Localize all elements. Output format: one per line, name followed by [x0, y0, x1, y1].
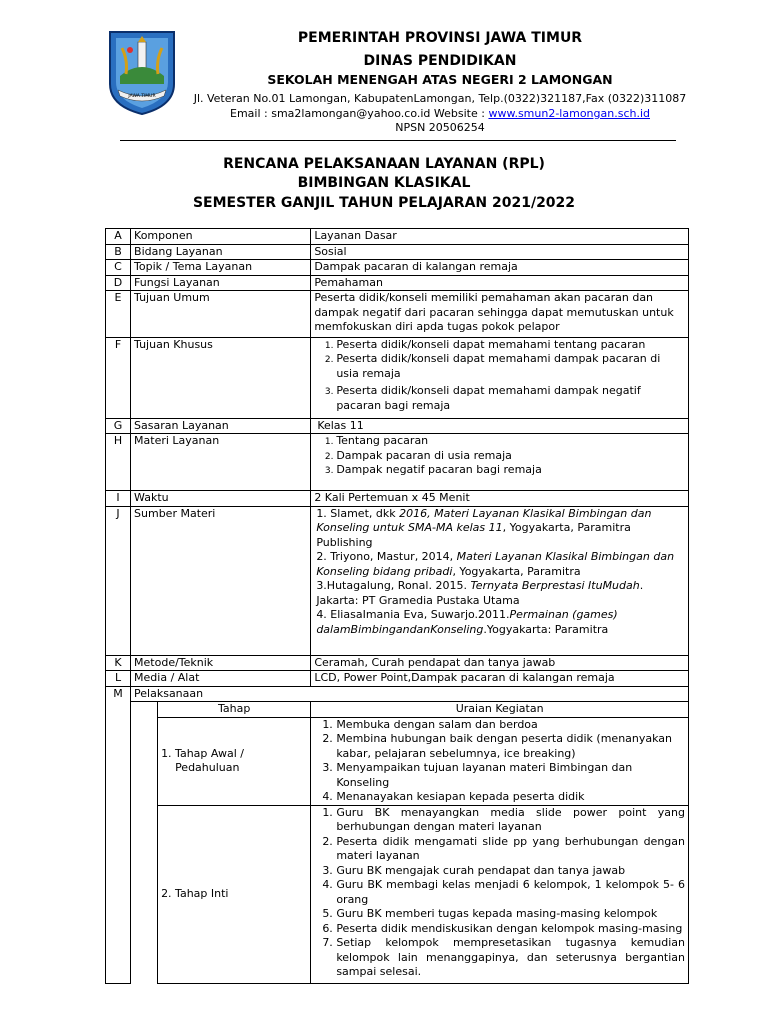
table-row: F Tujuan Khusus 1. Peserta didik/konseli dapat memahami tentang pacaran 2. Peserta didik/konseli dapat memahami dampak pacaran di usia remaja 3. Peserta didik/konseli dapat memahami dampak negatif pacaran bagi remaja — [106, 337, 689, 418]
list-item: 2. Dampak pacaran di usia remaja — [336, 449, 685, 464]
table-row: H Materi Layanan 1. Tentang pacaran 2. Dampak pacaran di usia remaja 3. Dampak negatif pacaran bagi remaja — [106, 434, 689, 491]
tahap-inti-list — [314, 806, 685, 980]
sumber-materi: 1. Slamet, dkk 2016, Materi Layanan Klasikal Bimbingan dan Konseling untuk SMA-MA kelas 11, Yogyakarta, Paramitra Publishing 2. Triyono, Mastur, 2014, Materi Layanan Klasikal Bimbingan dan Konseling bidang pribadi, Yogyakarta, Paramitra 3.Hutagalung, Ronal. 2015. Ternyata Berprestasi ItuMudah. Jakarta: PT Gramedia Pustaka Utama 4. EliasaImania Eva, Suwarjo.2011.Permainan (games) dalamBimbingandanKonseling.Yogyakarta: Paramitra — [311, 506, 689, 655]
header-divider — [120, 140, 676, 141]
doc-semester: SEMESTER GANJIL TAHUN PELAJARAN 2021/2022 — [192, 195, 576, 211]
list-item: 2. Membina hubungan baik dengan peserta didik (menanyakan kabar, pelajaran sebelumnya, ice breaking) — [336, 732, 685, 761]
school-address: Jl. Veteran No.01 Lamongan, KabupatenLamongan, Telp.(0322)321187,Fax (0322)311087 — [193, 92, 687, 105]
table-row: E Tujuan Umum Peserta didik/konseli memiliki pemahaman akan pacaran dan dampak negatif dari pacaran sehingga dapat memutuskan untuk memfokuskan diri apda tugas pokok pelapor — [106, 291, 689, 338]
svg-text:JAWA TIMUR: JAWA TIMUR — [128, 94, 156, 99]
npsn: NPSN 20506254 — [395, 121, 485, 134]
list-item: 1. Peserta didik/konseli dapat memahami tentang pacaran — [336, 338, 685, 353]
doc-title: RENCANA PELAKSANAAN LAYANAN (RPL) — [223, 156, 545, 172]
list-item: 3. Peserta didik/konseli dapat memahami dampak negatif pacaran bagi remaja — [336, 384, 685, 413]
list-item: 5. Guru BK memberi tugas kepada masing-masing kelompok — [336, 907, 685, 922]
list-item: 1. Guru BK menayangkan media slide power point yang berhubungan dengan materi layanan — [336, 806, 685, 835]
materi-list — [314, 434, 685, 478]
list-item: 1. Membuka dengan salam dan berdoa — [336, 718, 685, 733]
jawa-timur-logo — [104, 28, 180, 116]
list-item: 7. Setiap kelompok mempresetasikan tugasnya kemudian kelompok lain menanggapinya, dan seterusnya bergantian sampai selesai. — [336, 936, 685, 980]
table-row: K Metode/Teknik Ceramah, Curah pendapat dan tanya jawab — [106, 655, 689, 671]
school-title: SEKOLAH MENENGAH ATAS NEGERI 2 LAMONGAN — [267, 72, 613, 87]
rpl-table — [105, 228, 689, 984]
contact-line: Email : sma2lamongan@yahoo.co.id Website : www.smun2-lamongan.sch.id — [230, 107, 650, 120]
table-row: C Topik / Tema Layanan Dampak pacaran di kalangan remaja — [106, 260, 689, 276]
tahap-awal-list — [314, 718, 685, 805]
list-item: 3. Dampak negatif pacaran bagi remaja — [336, 463, 685, 478]
table-row: G Sasaran Layanan Kelas 11 — [106, 418, 689, 434]
list-item: 2. Peserta didik/konseli dapat memahami dampak pacaran di usia remaja — [336, 352, 685, 381]
list-item: 4. Guru BK membagi kelas menjadi 6 kelompok, 1 kelompok 5- 6 orang — [336, 878, 685, 907]
table-row: I Waktu 2 Kali Pertemuan x 45 Menit — [106, 491, 689, 507]
table-row: 2. Tahap Inti 1. Guru BK menayangkan media slide power point yang berhubungan dengan materi layanan 2. Peserta didik mengamati slide pp yang berhubungan dengan materi layanan 3. Guru BK mengajak curah pendapat dan tanya jawab 4. Guru BK membagi kelas menjadi 6 kelompok, 1 kelompok 5- 6 orang 5. Guru BK memberi tugas kepada masing-masing kelompok 6. Peserta didik mendiskusikan dengan kelompok masing-masing 7. Setiap kelompok mempresetasikan tugasnya kemudian kelompok lain menanggapinya, dan seterusnya bergantian sampai selesai. — [106, 805, 689, 983]
list-item: 6. Peserta didik mendiskusikan dengan kelompok masing-masing — [336, 922, 685, 937]
list-item: 2. Peserta didik mengamati slide pp yang berhubungan dengan materi layanan — [336, 835, 685, 864]
table-row: J Sumber Materi 1. Slamet, dkk 2016, Materi Layanan Klasikal Bimbingan dan Konseling untuk SMA-MA kelas 11, Yogyakarta, Paramitra Publishing 2. Triyono, Mastur, 2014, Materi Layanan Klasikal Bimbingan dan Konseling bidang pribadi, Yogyakarta, Paramitra 3.Hutagalung, Ronal. 2015. Ternyata Berprestasi ItuMudah. Jakarta: PT Gramedia Pustaka Utama 4. EliasaImania Eva, Suwarjo.2011.Permainan (games) dalamBimbingandanKonseling.Yogyakarta: Paramitra — [106, 506, 689, 655]
table-row: 1. Tahap Awal / Pedahuluan 1. Membuka dengan salam dan berdoa 2. Membina hubungan baik dengan peserta didik (menanyakan kabar, pelajaran sebelumnya, ice breaking) 3. Menyampaikan tujuan layanan materi Bimbingan dan Konseling 4. Menanayakan kesiapan kepada peserta didik — [106, 717, 689, 805]
table-row: B Bidang Layanan Sosial — [106, 244, 689, 260]
doc-subtitle: BIMBINGAN KLASIKAL — [297, 175, 471, 191]
table-row: D Fungsi Layanan Pemahaman — [106, 275, 689, 291]
list-item: 1. Tentang pacaran — [336, 434, 685, 449]
gov-title: PEMERINTAH PROVINSI JAWA TIMUR — [297, 30, 583, 46]
tujuan-khusus-list — [314, 338, 685, 414]
list-item: 4. Menanayakan kesiapan kepada peserta didik — [336, 790, 685, 805]
table-row: A Komponen Layanan Dasar — [106, 229, 689, 245]
table-row: M Pelaksanaan — [106, 686, 689, 702]
table-row: Tahap Uraian Kegiatan — [106, 702, 689, 718]
list-item: 3. Guru BK mengajak curah pendapat dan tanya jawab — [336, 864, 685, 879]
list-item: 3. Menyampaikan tujuan layanan materi Bimbingan dan Konseling — [336, 761, 685, 790]
website-link[interactable]: www.smun2-lamongan.sch.id — [488, 107, 650, 120]
office-title: DINAS PENDIDIKAN — [363, 53, 517, 69]
table-row: L Media / Alat LCD, Power Point,Dampak pacaran di kalangan remaja — [106, 671, 689, 687]
